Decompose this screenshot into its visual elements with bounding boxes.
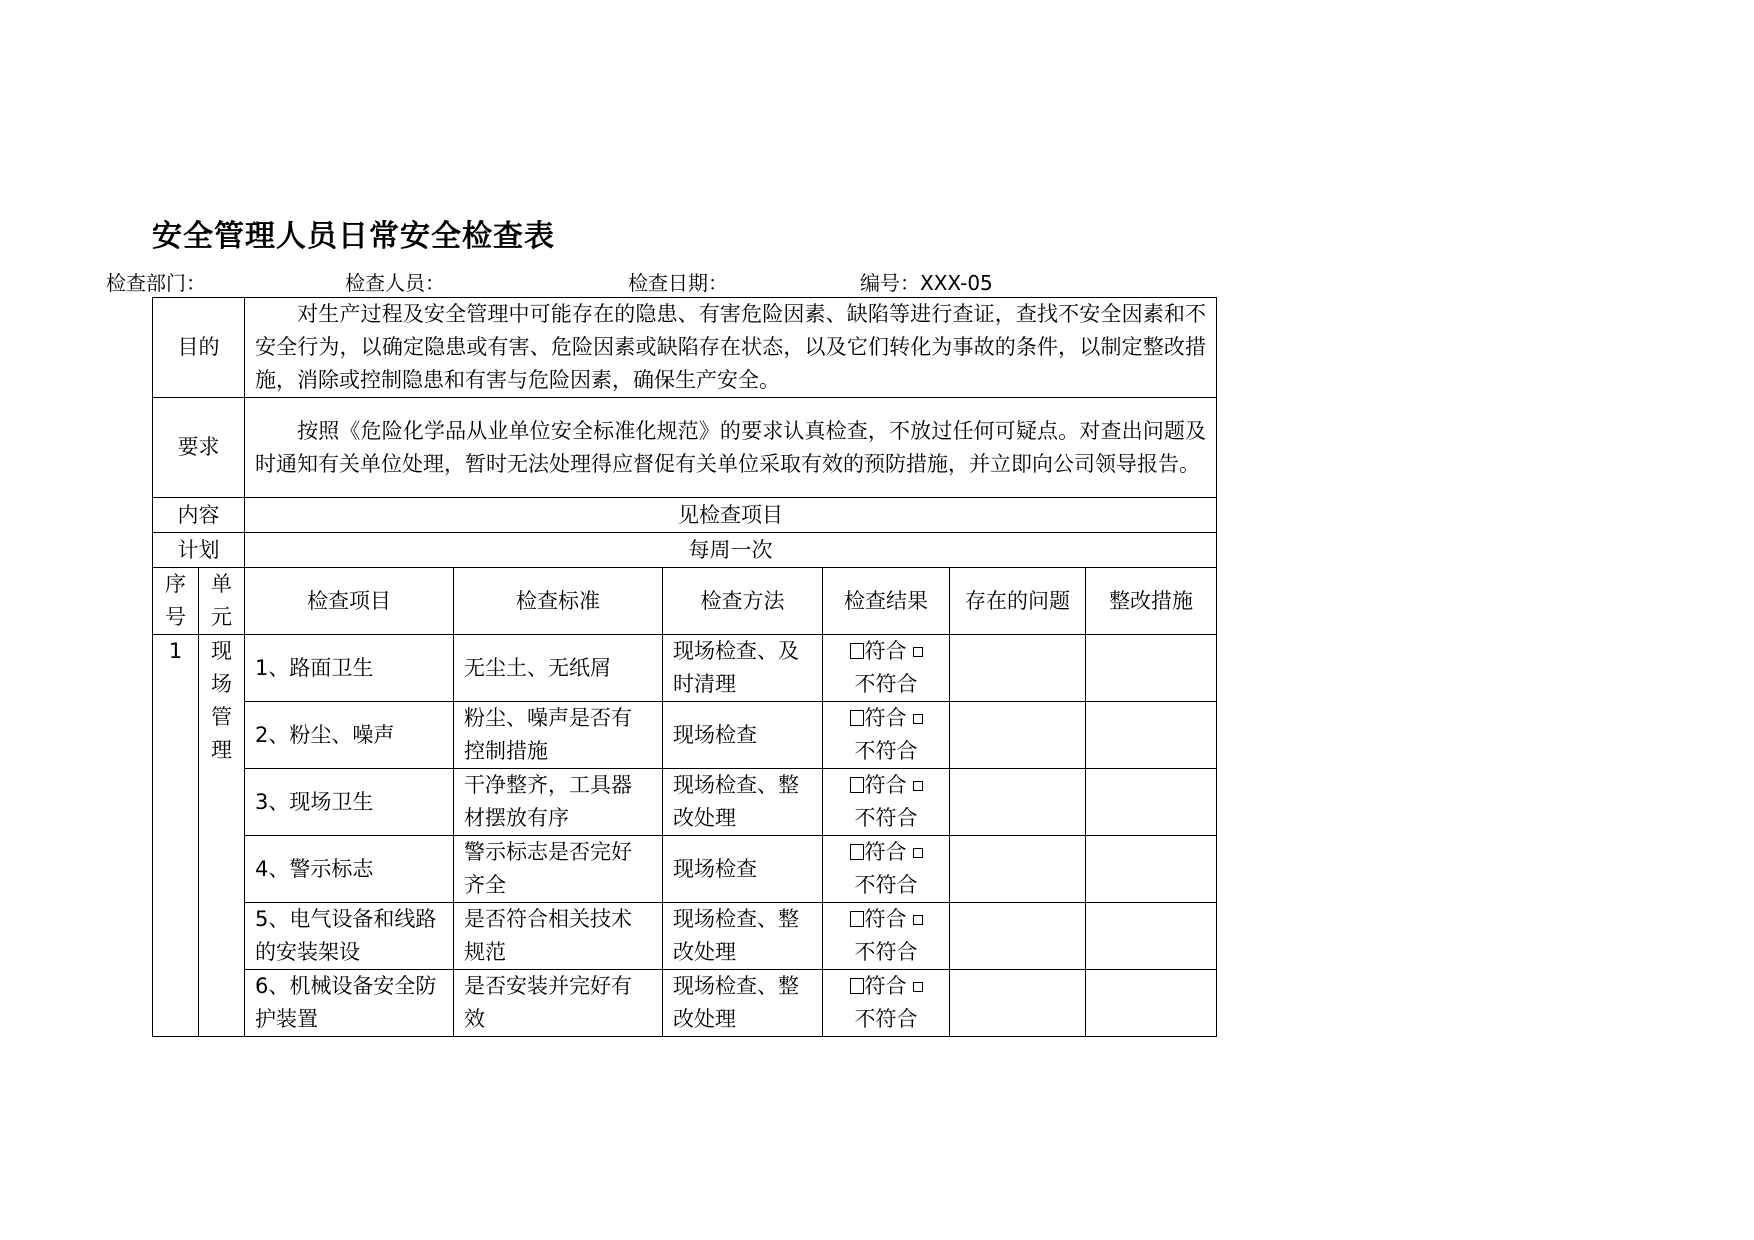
table-row [153,769,1217,836]
fail-checkbox[interactable] [913,848,923,858]
purpose-row [153,298,1217,398]
row-method: 现场检查、整改处理 [663,769,823,836]
header-method: 检查方法 [663,568,823,635]
problem-cell[interactable] [950,970,1086,1037]
row-item: 3、现场卫生 [245,769,454,836]
fail-checkbox[interactable] [913,915,923,925]
row-method: 现场检查 [663,836,823,903]
problem-cell[interactable] [950,635,1086,702]
inspector-label: 检查人员： [345,271,445,295]
row-standard: 警示标志是否完好齐全 [454,836,663,903]
inspection-table [152,297,1217,1037]
row-standard: 是否符合相关技术规范 [454,903,663,970]
header-result: 检查结果 [823,568,950,635]
header-seq: 序 号 [153,568,199,635]
row-standard: 干净整齐，工具器材摆放有序 [454,769,663,836]
pass-checkbox[interactable] [850,777,864,793]
purpose-label: 目的 [153,298,245,398]
plan-label: 计划 [153,533,245,568]
action-cell[interactable] [1086,635,1217,702]
row-item: 2、粉尘、噪声 [245,702,454,769]
header-standard: 检查标准 [454,568,663,635]
row-method: 现场检查 [663,702,823,769]
column-header-row [153,568,1217,635]
problem-cell[interactable] [950,903,1086,970]
result-checkboxes[interactable]: 符合 不符合 [823,836,950,903]
pass-checkbox[interactable] [850,643,864,659]
row-item: 4、警示标志 [245,836,454,903]
header-problem: 存在的问题 [950,568,1086,635]
group-seq: 1 [153,635,199,1037]
department-label: 检查部门： [106,271,206,295]
content-value: 见检查项目 [245,498,1217,533]
row-method: 现场检查、及时清理 [663,635,823,702]
pass-checkbox[interactable] [850,844,864,860]
table-row [153,702,1217,769]
fail-checkbox[interactable] [913,781,923,791]
content-row [153,498,1217,533]
group-unit: 现 场 管 理 [199,635,245,1037]
plan-value: 每周一次 [245,533,1217,568]
row-item: 5、电气设备和线路的安装架设 [245,903,454,970]
table-row [153,635,1217,702]
date-label: 检查日期： [628,271,728,295]
table-row [153,903,1217,970]
result-checkboxes[interactable]: 符合 不符合 [823,769,950,836]
requirement-label: 要求 [153,398,245,498]
row-method: 现场检查、整改处理 [663,903,823,970]
action-cell[interactable] [1086,903,1217,970]
action-cell[interactable] [1086,702,1217,769]
header-item: 检查项目 [245,568,454,635]
row-standard: 无尘土、无纸屑 [454,635,663,702]
purpose-text: 对生产过程及安全管理中可能存在的隐患、有害危险因素、缺陷等进行查证，查找不安全因素和不安全行为，以确定隐患或有害、危险因素或缺陷存在状态，以及它们转化为事故的条件，以制定整改措施，消除或控制隐患和有害与危险因素，确保生产安全。 [245,298,1217,398]
plan-row [153,533,1217,568]
fail-checkbox[interactable] [913,982,923,992]
table-row [153,970,1217,1037]
table-row [153,836,1217,903]
result-checkboxes[interactable]: 符合 不符合 [823,702,950,769]
row-standard: 是否安装并完好有效 [454,970,663,1037]
page-title: 安全管理人员日常安全检查表 [152,219,555,254]
problem-cell[interactable] [950,702,1086,769]
requirement-row [153,398,1217,498]
result-checkboxes[interactable]: 符合 不符合 [823,970,950,1037]
requirement-text: 按照《危险化学品从业单位安全标准化规范》的要求认真检查，不放过任何可疑点。对查出问题及时通知有关单位处理，暂时无法处理得应督促有关单位采取有效的预防措施，并立即向公司领导报告。 [245,398,1217,498]
pass-checkbox[interactable] [850,978,864,994]
fail-checkbox[interactable] [913,647,923,657]
header-unit: 单 元 [199,568,245,635]
row-item: 6、机械设备安全防护装置 [245,970,454,1037]
action-cell[interactable] [1086,769,1217,836]
problem-cell[interactable] [950,769,1086,836]
form-code: 编号：XXX-05 [860,271,993,295]
action-cell[interactable] [1086,836,1217,903]
fail-checkbox[interactable] [913,714,923,724]
result-checkboxes[interactable]: 符合 不符合 [823,635,950,702]
row-method: 现场检查、整改处理 [663,970,823,1037]
action-cell[interactable] [1086,970,1217,1037]
row-standard: 粉尘、噪声是否有控制措施 [454,702,663,769]
problem-cell[interactable] [950,836,1086,903]
content-label: 内容 [153,498,245,533]
row-item: 1、路面卫生 [245,635,454,702]
result-checkboxes[interactable]: 符合 不符合 [823,903,950,970]
pass-checkbox[interactable] [850,710,864,726]
pass-checkbox[interactable] [850,911,864,927]
header-action: 整改措施 [1086,568,1217,635]
